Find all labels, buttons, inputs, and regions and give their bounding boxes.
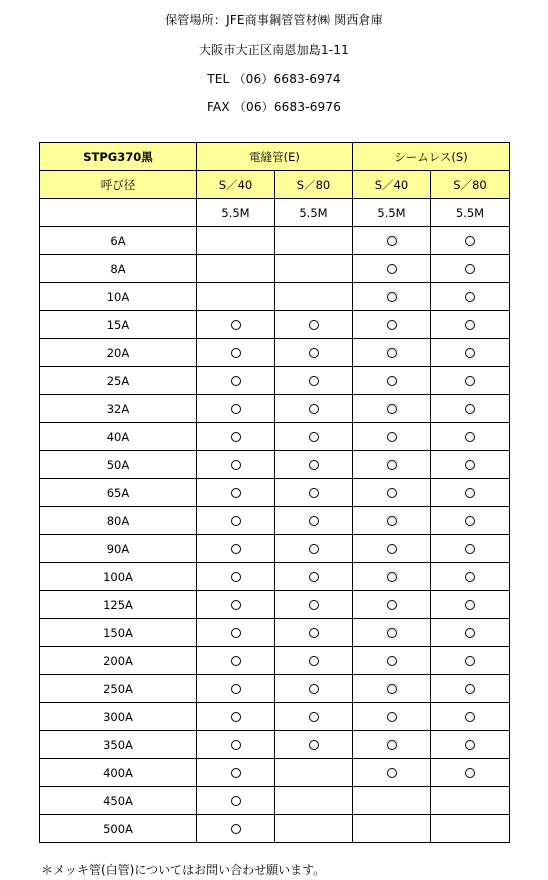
fax-number: FAX （06）6683-6976 [206,100,342,114]
available-circle-icon [231,488,241,498]
nominal-size-cell: 20A [40,339,197,367]
availability-cell [275,563,353,591]
availability-cell [431,479,510,507]
availability-cell [353,451,431,479]
available-circle-icon [465,376,475,386]
seamless-pipe-header: シームレス(S) [353,143,510,171]
table-subheader-row [40,171,510,199]
availability-cell [197,787,275,815]
available-circle-icon [387,628,397,638]
availability-cell [275,619,353,647]
available-circle-icon [387,376,397,386]
available-circle-icon [465,348,475,358]
availability-cell [431,647,510,675]
erw-pipe-header: 電縫管(E) [197,143,353,171]
available-circle-icon [465,628,475,638]
available-circle-icon [387,712,397,722]
table-row [40,227,510,255]
table-row [40,283,510,311]
available-circle-icon [387,432,397,442]
available-circle-icon [231,432,241,442]
availability-cell [353,255,431,283]
available-circle-icon [387,264,397,274]
available-circle-icon [465,544,475,554]
nominal-size-cell: 250A [40,675,197,703]
availability-cell [431,339,510,367]
availability-cell [197,311,275,339]
availability-cell [197,675,275,703]
available-circle-icon [309,656,319,666]
availability-cell [431,367,510,395]
availability-cell [431,535,510,563]
available-circle-icon [231,768,241,778]
available-circle-icon [309,740,319,750]
availability-cell [431,563,510,591]
nominal-size-cell: 90A [40,535,197,563]
available-circle-icon [231,656,241,666]
nominal-size-cell: 6A [40,227,197,255]
table-row [40,339,510,367]
available-circle-icon [465,404,475,414]
length-cell: 5.5M [275,199,353,227]
availability-cell [275,815,353,843]
available-circle-icon [387,768,397,778]
availability-cell [431,619,510,647]
nominal-size-cell: 80A [40,507,197,535]
nominal-size-cell: 65A [40,479,197,507]
availability-cell [197,815,275,843]
availability-cell [353,563,431,591]
availability-cell [431,311,510,339]
available-circle-icon [387,544,397,554]
availability-cell [353,507,431,535]
available-circle-icon [231,348,241,358]
available-circle-icon [231,544,241,554]
nominal-size-cell: 15A [40,311,197,339]
table-row [40,255,510,283]
availability-cell [353,815,431,843]
available-circle-icon [231,712,241,722]
table-row [40,507,510,535]
availability-cell [431,395,510,423]
size-rows [40,227,510,843]
seamless-s40-header: S／40 [353,171,431,199]
availability-cell [275,367,353,395]
availability-cell [431,283,510,311]
available-circle-icon [465,656,475,666]
available-circle-icon [231,684,241,694]
available-circle-icon [231,628,241,638]
availability-cell [431,815,510,843]
availability-cell [197,339,275,367]
available-circle-icon [465,740,475,750]
availability-cell [197,563,275,591]
availability-cell [353,591,431,619]
availability-cell [275,339,353,367]
table-row [40,367,510,395]
availability-cell [353,759,431,787]
availability-cell [275,395,353,423]
available-circle-icon [309,712,319,722]
available-circle-icon [387,292,397,302]
available-circle-icon [465,516,475,526]
availability-cell [431,507,510,535]
availability-cell [275,451,353,479]
availability-cell [431,731,510,759]
availability-cell [197,395,275,423]
availability-cell [197,619,275,647]
availability-cell [275,535,353,563]
availability-cell [197,507,275,535]
available-circle-icon [309,404,319,414]
length-label-cell [40,199,197,227]
table-row [40,563,510,591]
available-circle-icon [309,320,319,330]
availability-cell [353,367,431,395]
availability-cell [197,759,275,787]
available-circle-icon [465,292,475,302]
table-row [40,479,510,507]
availability-cell [353,283,431,311]
table-row [40,311,510,339]
erw-s80-header: S／80 [275,171,353,199]
available-circle-icon [387,404,397,414]
available-circle-icon [309,684,319,694]
available-circle-icon [387,488,397,498]
telephone-number: TEL （06）6683-6974 [207,72,341,86]
available-circle-icon [465,600,475,610]
table-row [40,591,510,619]
table-row [40,395,510,423]
availability-cell [353,339,431,367]
available-circle-icon [465,684,475,694]
availability-cell [353,535,431,563]
availability-cell [431,227,510,255]
available-circle-icon [387,236,397,246]
available-circle-icon [387,460,397,470]
table-row [40,787,510,815]
available-circle-icon [387,656,397,666]
length-row [40,199,510,227]
table-row [40,731,510,759]
availability-cell [197,479,275,507]
availability-cell [431,703,510,731]
availability-cell [353,227,431,255]
available-circle-icon [309,376,319,386]
availability-cell [353,311,431,339]
available-circle-icon [231,572,241,582]
table-row [40,759,510,787]
availability-cell [275,311,353,339]
available-circle-icon [231,460,241,470]
table-header-row [40,143,510,171]
availability-cell [353,787,431,815]
available-circle-icon [465,432,475,442]
availability-cell [353,395,431,423]
availability-cell [431,759,510,787]
availability-cell [197,647,275,675]
availability-cell [197,451,275,479]
availability-cell [275,227,353,255]
available-circle-icon [231,600,241,610]
availability-cell [275,507,353,535]
nominal-size-cell: 300A [40,703,197,731]
length-cell: 5.5M [197,199,275,227]
storage-location: 保管場所：JFE商事鋼管管材㈱ 関西倉庫 [165,13,383,27]
table-row [40,647,510,675]
nominal-size-header: 呼び径 [40,171,197,199]
availability-cell [275,731,353,759]
length-cell: 5.5M [431,199,510,227]
available-circle-icon [309,488,319,498]
table-row [40,535,510,563]
available-circle-icon [309,432,319,442]
nominal-size-cell: 350A [40,731,197,759]
availability-cell [353,703,431,731]
nominal-size-cell: 40A [40,423,197,451]
availability-cell [275,283,353,311]
availability-cell [353,731,431,759]
warehouse-address: 大阪市大正区南恩加島1-11 [198,43,350,57]
availability-cell [197,731,275,759]
available-circle-icon [465,768,475,778]
available-circle-icon [465,264,475,274]
availability-cell [353,619,431,647]
available-circle-icon [231,796,241,806]
availability-cell [197,283,275,311]
available-circle-icon [465,460,475,470]
availability-cell [353,479,431,507]
available-circle-icon [309,516,319,526]
availability-cell [197,367,275,395]
nominal-size-cell: 125A [40,591,197,619]
available-circle-icon [231,824,241,834]
available-circle-icon [465,488,475,498]
availability-cell [431,591,510,619]
available-circle-icon [387,740,397,750]
length-cell: 5.5M [353,199,431,227]
available-circle-icon [387,600,397,610]
availability-cell [197,423,275,451]
available-circle-icon [387,572,397,582]
nominal-size-cell: 25A [40,367,197,395]
availability-cell [353,647,431,675]
nominal-size-cell: 10A [40,283,197,311]
nominal-size-cell: 32A [40,395,197,423]
availability-cell [275,787,353,815]
availability-cell [431,675,510,703]
table-row [40,451,510,479]
available-circle-icon [231,404,241,414]
availability-cell [275,479,353,507]
availability-cell [275,255,353,283]
availability-cell [197,591,275,619]
availability-cell [431,787,510,815]
availability-cell [197,535,275,563]
availability-cell [431,255,510,283]
erw-s40-header: S／40 [197,171,275,199]
availability-cell [275,591,353,619]
availability-cell [197,703,275,731]
available-circle-icon [465,236,475,246]
available-circle-icon [387,348,397,358]
table-row [40,619,510,647]
availability-cell [197,255,275,283]
available-circle-icon [465,572,475,582]
availability-cell [431,451,510,479]
nominal-size-cell: 150A [40,619,197,647]
availability-cell [275,675,353,703]
available-circle-icon [231,516,241,526]
availability-cell [275,647,353,675]
availability-cell [431,423,510,451]
availability-cell [275,759,353,787]
available-circle-icon [465,712,475,722]
table-row [40,675,510,703]
available-circle-icon [309,572,319,582]
plated-pipe-note: ＊メッキ管(白管)についてはお問い合わせ願います。 [41,863,326,877]
availability-cell [275,423,353,451]
available-circle-icon [387,516,397,526]
grade-header: STPG370黒 [40,143,197,171]
available-circle-icon [231,376,241,386]
availability-cell [275,703,353,731]
nominal-size-cell: 450A [40,787,197,815]
available-circle-icon [309,348,319,358]
available-circle-icon [231,320,241,330]
nominal-size-cell: 500A [40,815,197,843]
seamless-s80-header: S／80 [431,171,510,199]
nominal-size-cell: 50A [40,451,197,479]
pipe-stock-table [39,142,510,843]
available-circle-icon [309,544,319,554]
availability-cell [353,423,431,451]
availability-cell [353,675,431,703]
available-circle-icon [387,320,397,330]
availability-cell [197,227,275,255]
available-circle-icon [309,460,319,470]
available-circle-icon [309,600,319,610]
nominal-size-cell: 8A [40,255,197,283]
available-circle-icon [387,684,397,694]
available-circle-icon [309,628,319,638]
nominal-size-cell: 400A [40,759,197,787]
available-circle-icon [465,320,475,330]
available-circle-icon [231,740,241,750]
table-row [40,703,510,731]
table-row [40,423,510,451]
nominal-size-cell: 100A [40,563,197,591]
table-row [40,815,510,843]
nominal-size-cell: 200A [40,647,197,675]
